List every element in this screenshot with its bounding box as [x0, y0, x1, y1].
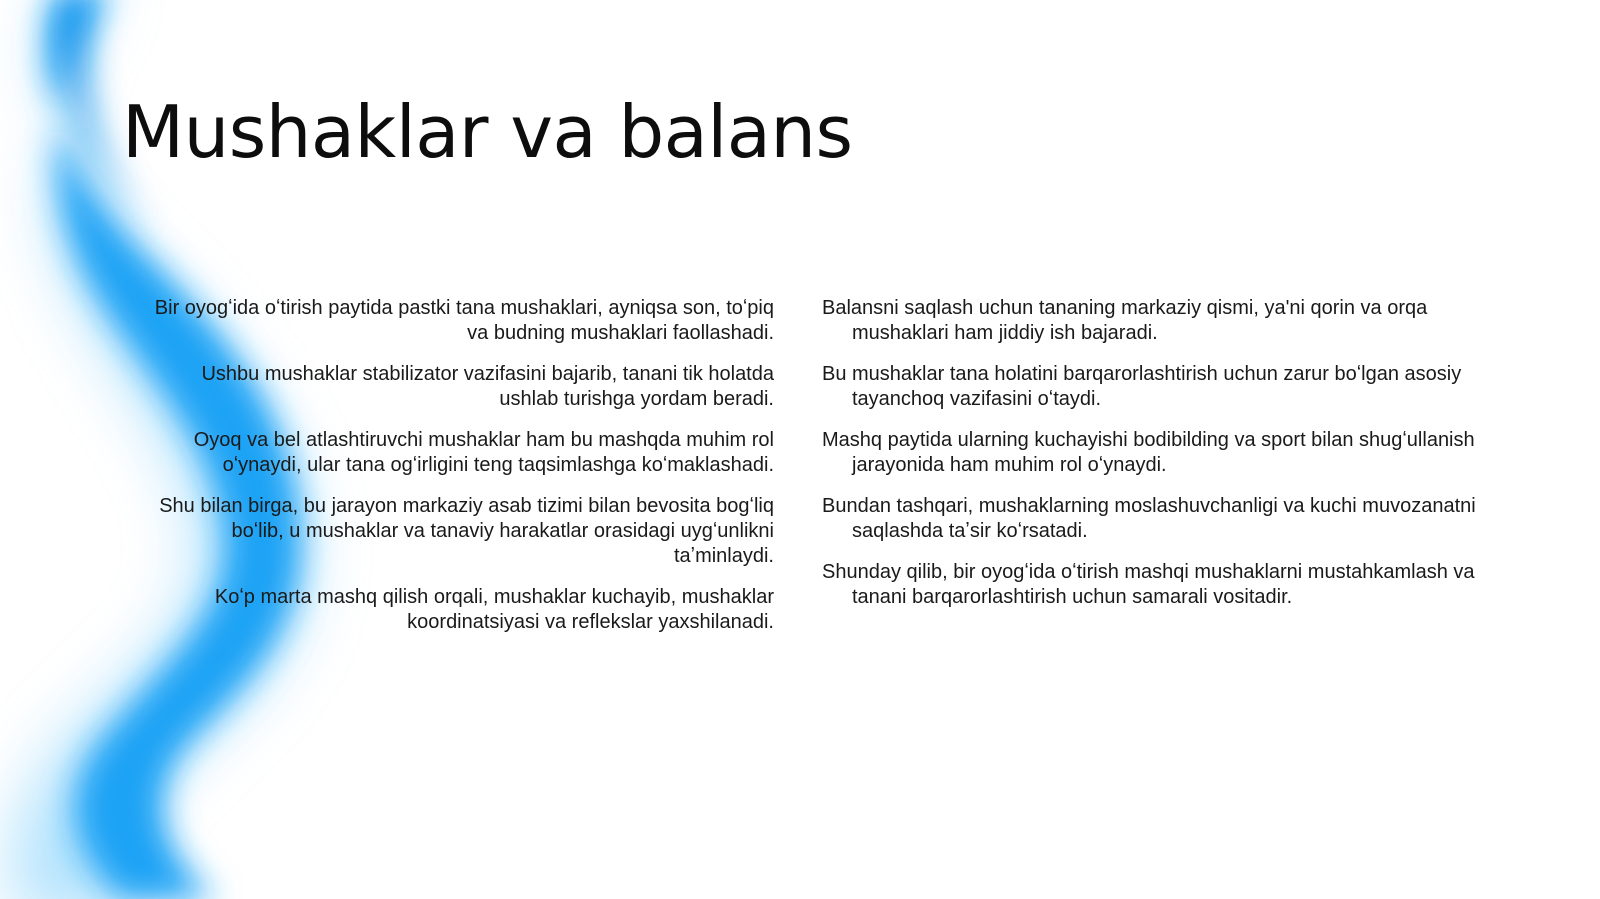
left-paragraph: Oyoq va bel atlashtiruvchi mushaklar ham bu mashqda muhim rol oʻynaydi, ular tana ogʻirligini teng taqsimlashga koʻmaklashadi. [193, 429, 774, 476]
right-text-column [822, 296, 1482, 626]
right-paragraph: Shunday qilib, bir oyogʻida oʻtirish mashqi mushaklarni mustahkamlash va tanani barqarorlashtirish uchun samarali vositadir. [822, 561, 1475, 608]
left-text-column [140, 296, 774, 651]
right-paragraph: Mashq paytida ularning kuchayishi bodibilding va sport bilan shugʻullanish jarayonida ham muhim rol oʻynaydi. [822, 429, 1475, 476]
right-paragraph: Balansni saqlash uchun tananing markaziy qismi, ya'ni qorin va orqa mushaklari ham jiddiy ish bajaradi. [822, 297, 1428, 344]
right-paragraph: Bu mushaklar tana holatini barqarorlashtirish uchun zarur boʻlgan asosiy tayanchoq vazifasini oʻtaydi. [822, 363, 1462, 410]
left-paragraph: Ushbu mushaklar stabilizator vazifasini bajarib, tanani tik holatda ushlab turishga yordam beradi. [201, 363, 774, 410]
left-paragraph: Koʻp marta mashq qilish orqali, mushaklar kuchayib, mushaklar koordinatsiyasi va reflekslar yaxshilanadi. [214, 586, 774, 633]
right-paragraph: Bundan tashqari, mushaklarning moslashuvchanligi va kuchi muvozanatni saqlashda taʼsir koʻrsatadi. [822, 495, 1476, 542]
slide-title: Mushaklar va balans [122, 90, 853, 174]
left-paragraph: Bir oyogʻida oʻtirish paytida pastki tana mushaklari, ayniqsa son, toʻpiq va budning mushaklari faollashadi. [154, 297, 774, 344]
left-paragraph: Shu bilan birga, bu jarayon markaziy asab tizimi bilan bevosita bogʻliq boʻlib, u mushaklar va tanaviy harakatlar orasidagi uygʻunlikni taʼminlaydi. [159, 495, 774, 567]
